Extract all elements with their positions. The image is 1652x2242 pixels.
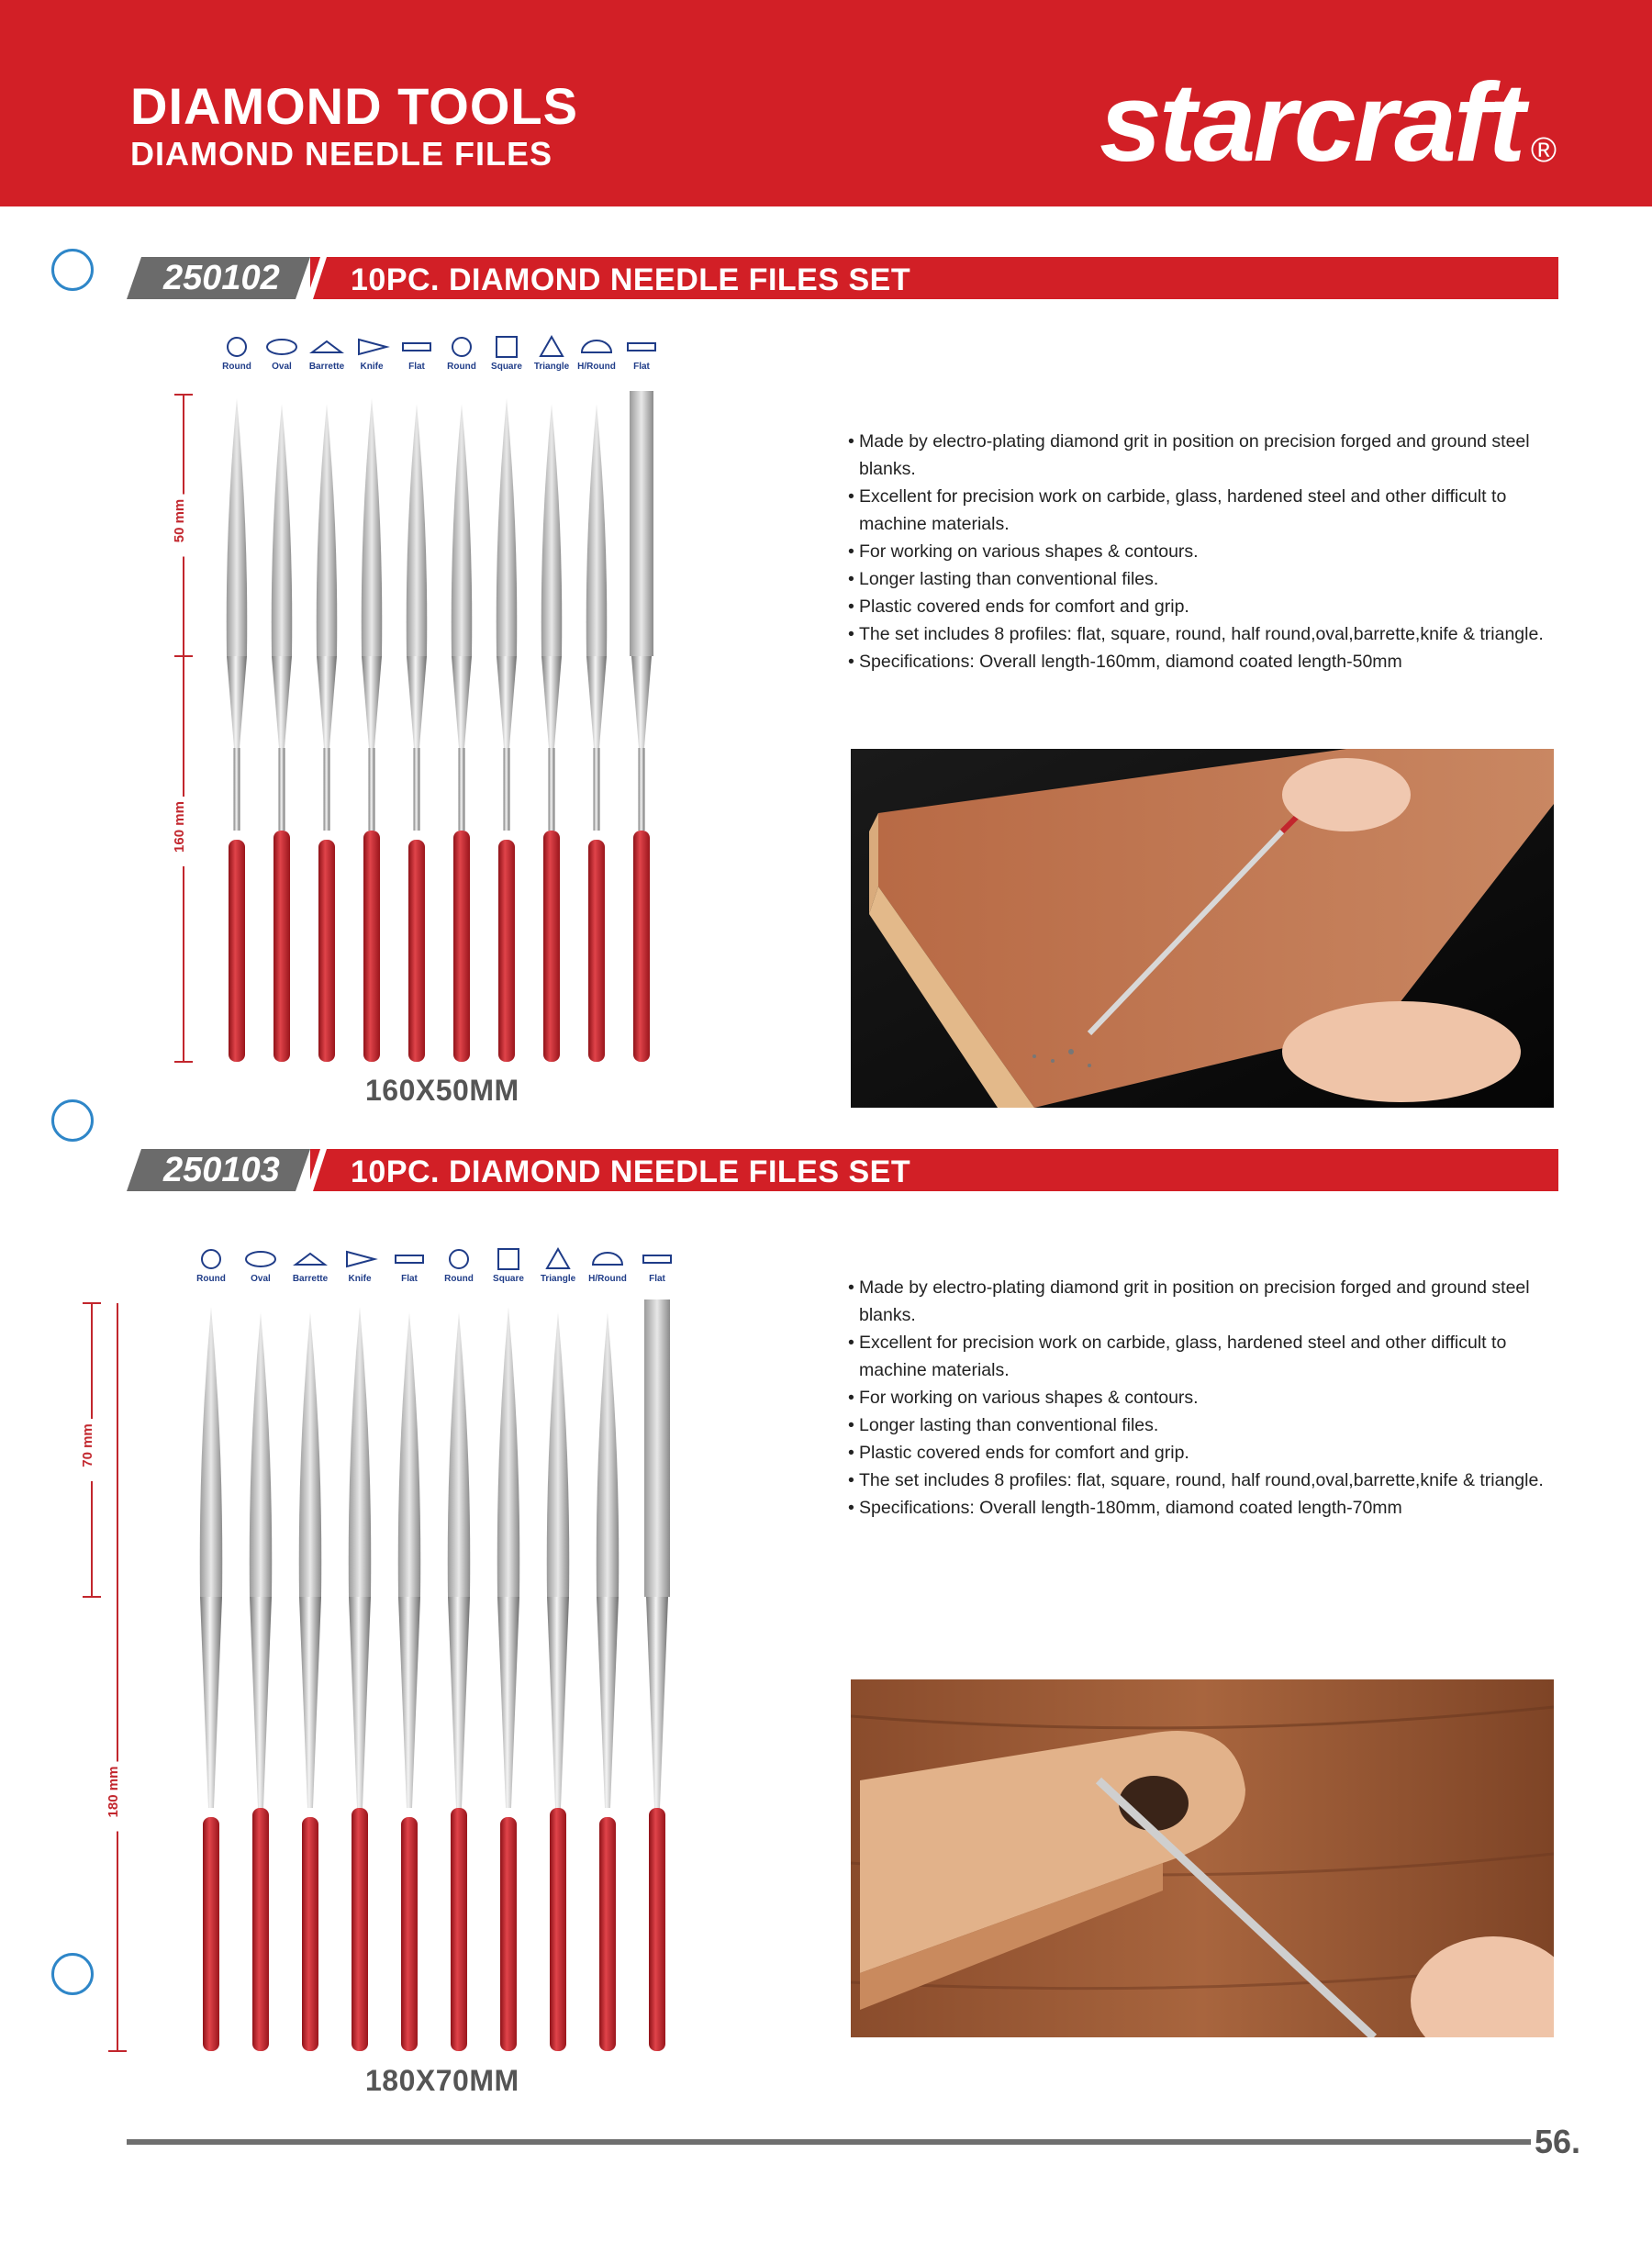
product-code: 250103 (163, 1151, 280, 1189)
needle-file (349, 1307, 372, 2051)
size-label: 160X50MM (365, 1074, 519, 1107)
profile-label: Round (222, 362, 251, 372)
overall-length-label: 160 mm (172, 801, 187, 853)
product-bar-250103 (127, 1149, 1558, 1191)
needle-file (398, 1312, 421, 2051)
profile-label: Barrette (292, 1274, 329, 1284)
profile-label: Flat (649, 1274, 665, 1284)
profile-h-round-icon (593, 1253, 622, 1265)
profile-row (196, 1249, 671, 1284)
overall-length-label: 180 mm (106, 1766, 121, 1818)
profile-square-icon (498, 1249, 519, 1269)
dimension-markers (172, 395, 195, 1062)
profile-label: Oval (272, 362, 292, 372)
page-subtitle: DIAMOND NEEDLE FILES (130, 135, 553, 173)
needle-files (200, 1299, 670, 2051)
registered-mark: ® (1531, 131, 1557, 170)
product-code: 250102 (163, 259, 280, 297)
profile-barrette-icon (312, 341, 341, 352)
profile-row (222, 337, 655, 372)
feature-item: • Longer lasting than conventional files. (848, 1411, 1555, 1439)
page-header (0, 0, 1652, 206)
product-name: 10PC. DIAMOND NEEDLE FILES SET (351, 1154, 911, 1189)
needle-file (317, 404, 338, 1062)
needle-file (250, 1312, 273, 2051)
needle-file (644, 1299, 670, 2051)
feature-item: • Plastic covered ends for comfort and grip. (848, 593, 1555, 620)
profile-label: Triangle (533, 362, 570, 372)
profile-flat-icon (643, 1255, 671, 1263)
profile-oval-icon (267, 340, 296, 354)
feature-item: • Specifications: Overall length-160mm, diamond coated length-50mm (848, 648, 1555, 675)
files-illustration-250103 (64, 1239, 725, 2065)
page-number: 56. (1535, 2123, 1581, 2160)
needle-file (200, 1307, 223, 2051)
feature-item: • Longer lasting than conventional files. (848, 565, 1555, 593)
binder-hole-top (51, 249, 94, 291)
brand-logo: starcraft (1099, 60, 1524, 184)
needle-file (227, 398, 248, 1062)
needle-file (586, 404, 608, 1062)
profile-round-icon (228, 338, 246, 356)
profile-label: Round (196, 1274, 226, 1284)
product-bar-250102 (127, 257, 1558, 299)
profile-triangle-icon (547, 1249, 569, 1268)
needle-file (497, 1307, 520, 2051)
profile-label: Flat (401, 1274, 418, 1284)
profile-label: Barrette (308, 362, 345, 372)
profile-label: Round (444, 1274, 474, 1284)
size-label: 180X70MM (365, 2064, 519, 2097)
feature-item: • The set includes 8 profiles: flat, square, round, half round,oval,barrette,knife & triangle. (848, 1467, 1555, 1494)
page-title: DIAMOND TOOLS (130, 77, 578, 135)
profile-label: Flat (408, 362, 425, 372)
profile-label: Knife (348, 1274, 372, 1284)
profile-round-icon (452, 338, 471, 356)
needle-file (630, 391, 653, 1062)
feature-item: • For working on various shapes & contours. (848, 1384, 1555, 1411)
product-name: 10PC. DIAMOND NEEDLE FILES SET (351, 262, 911, 297)
needle-file (597, 1312, 620, 2051)
feature-item: • Made by electro-plating diamond grit in position on precision forged and ground steel blanks. (848, 1274, 1555, 1329)
usage-photo-plywood (851, 749, 1554, 1108)
profile-label: Triangle (540, 1274, 576, 1284)
needle-file (299, 1312, 322, 2051)
dimension-markers (80, 1303, 128, 2051)
feature-item: • For working on various shapes & contours. (848, 538, 1555, 565)
profile-knife-icon (359, 340, 386, 354)
profile-knife-icon (347, 1252, 374, 1266)
files-illustration-250102 (156, 326, 716, 1069)
profile-flat-icon (628, 343, 655, 351)
profile-label: Oval (251, 1274, 271, 1284)
feature-item: • Excellent for precision work on carbide, glass, hardened steel and other difficult to machine materials. (848, 1329, 1555, 1384)
profile-label: H/Round (588, 1274, 627, 1284)
profile-h-round-icon (582, 340, 611, 352)
needle-file (541, 404, 563, 1062)
needle-file (448, 1312, 471, 2051)
needle-file (362, 398, 383, 1062)
coated-length-label: 50 mm (172, 498, 187, 543)
profile-square-icon (497, 337, 517, 357)
binder-hole-middle (51, 1099, 94, 1142)
needle-file (272, 404, 293, 1062)
coated-length-label: 70 mm (80, 1423, 95, 1467)
profile-label: Square (491, 362, 522, 372)
feature-item: • The set includes 8 profiles: flat, square, round, half round,oval,barrette,knife & triangle. (848, 620, 1555, 648)
profile-oval-icon (246, 1252, 275, 1266)
profile-label: Square (493, 1274, 524, 1284)
needle-file (407, 404, 428, 1062)
usage-photo-wood-handle (851, 1679, 1554, 2037)
footer-rule (127, 2139, 1531, 2145)
profile-round-icon (450, 1250, 468, 1268)
profile-label: Knife (360, 362, 384, 372)
feature-list-250103 (848, 1274, 1555, 1522)
profile-flat-icon (403, 343, 430, 351)
profile-label: H/Round (577, 362, 616, 372)
feature-item: • Plastic covered ends for comfort and grip. (848, 1439, 1555, 1467)
profile-round-icon (202, 1250, 220, 1268)
needle-file (497, 398, 518, 1062)
feature-item: • Excellent for precision work on carbide, glass, hardened steel and other difficult to machine materials. (848, 483, 1555, 538)
feature-item: • Specifications: Overall length-180mm, diamond coated length-70mm (848, 1494, 1555, 1522)
profile-label: Flat (633, 362, 650, 372)
feature-list-250102 (848, 428, 1555, 675)
needle-file (452, 404, 473, 1062)
needle-file (547, 1312, 570, 2051)
feature-item: • Made by electro-plating diamond grit in position on precision forged and ground steel blanks. (848, 428, 1555, 483)
needle-files (227, 391, 653, 1062)
profile-label: Round (447, 362, 476, 372)
profile-triangle-icon (541, 337, 563, 356)
profile-flat-icon (396, 1255, 423, 1263)
profile-barrette-icon (296, 1254, 325, 1265)
